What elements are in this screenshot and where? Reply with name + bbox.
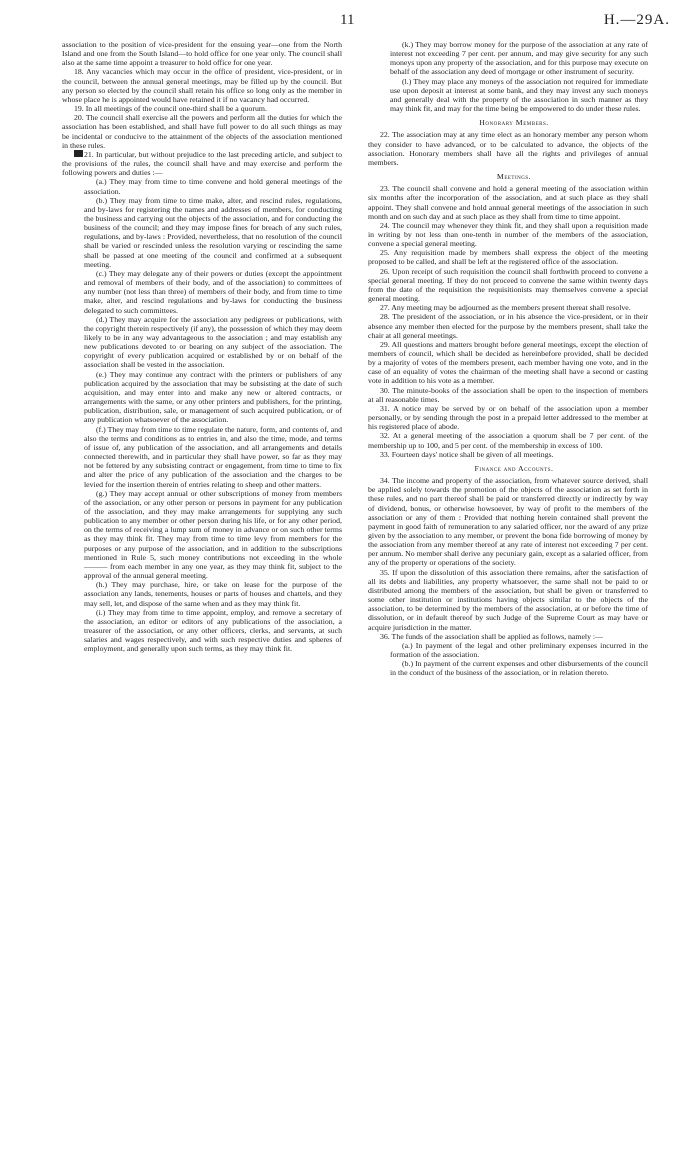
clause-e: (e.) They may continue any contract with the printers or publishers of any publication acquired by the association that may be subsisting at the date of such acquisition, and may enter into and make any new or altered contracts, or arrangements with the same, or any other printers and publishers, for the printing, publication, distribution, sale, or management of such acquired publication, or of any publication whatsoever of the association.: [84, 369, 342, 425]
clause-k: (k.) They may borrow money for the purpose of the association at any rate of interest not exceeding 7 per cent. per annum, and may give security for any such moneys upon any property of the association, and for this purpose may execute on behalf of the association any deed of mortgage or other instrument of security.: [390, 40, 648, 77]
clause-36-b: (b.) In payment of the current expenses and other disbursements of the council in the conduct of the business of the association, or in relation thereto.: [390, 659, 648, 678]
rule-21: [62, 150, 342, 177]
rule-31: 31. A notice may be served by or on behalf of the association upon a member personally, or by sending through the post in a prepaid letter addressed to the member at his registered place of abode.: [368, 403, 648, 432]
rule-35: 35. If upon the dissolution of this association there remains, after the satisfaction of all its debts and liabilities, any property whatsoever, the same shall not be paid to or distributed among the members of the association, but shall be given or transferred to some other institution or institutions having objects similar to the objects of the association, to be determined by the members of the association, at or before the time of dissolution, or in default thereof by such Judge of the Supreme Court as may have or acquire jurisdiction in the matter.: [368, 567, 648, 632]
rule-24: 24. The council may whenever they think fit, and they shall upon a requisition made in writing by not less than one-tenth in number of the members of the association, convene a special general meeting.: [368, 220, 648, 249]
clause-l: (l.) They may place any moneys of the association not required for immediate use upon deposit at interest at some bank, and they may invest any such moneys and generally deal with the property of the association in such manner as they may think fit, and may for the time being be empowered to do under these rules.: [390, 76, 648, 114]
left-column: [62, 40, 342, 653]
clause-g: (g.) They may accept annual or other subscriptions of money from members of the association, or any other person or persons in payment for any publication of the association, and they may make arrangements for supplying any such publication to any member or other person during his life, or for any other period, on the terms of receiving a lump sum of money in advance or on such other terms as they may think fit. They may from time to time levy from members for the purposes or any purpose of the association, and in addition to the subscriptions mentioned in Rule 5, such money contributions not exceeding in the whole ——— from each member in any one year, as they may think fit, subject to the approval of the annual general meeting.: [84, 488, 342, 581]
rule-32: 32. At a general meeting of the association a quorum shall be 7 per cent. of the membership up to 100, and 5 per cent. of the membership in excess of 100.: [368, 431, 648, 450]
rule-27: 27. Any meeting may be adjourned as the members present thereat shall resolve.: [380, 303, 631, 313]
page-number: 11: [340, 12, 355, 28]
clause-d: (d.) They may acquire for the association any pedigrees or publications, with the copyright therein respectively (if any), the possession of which they may deem likely to be in any way advantageous to the association ; and may establish any new publications devoted to or bearing on any subject of the association. The copyright of every publication acquired or established by or on behalf of the association shall be vested in the association.: [84, 314, 342, 370]
rule-19: 19. In all meetings of the council one-third shall be a quorum.: [74, 104, 267, 114]
rule-34: 34. The income and property of the association, from whatever source derived, shall be applied solely towards the promotion of the objects of the association as set forth in these rules, and no part thereof shall be paid or transferred directly or indirectly by way of dividend, bonus, or otherwise howsoever, by way of profit to the members of the association or any of them : Provided that nothing herein contained shall prevent the payment in good faith of remuneration to any salaried officer, nor the award of any prize given by the association to any member, or prevent the bona fide borrowing of money by the association from any member thereof at any rate of interest not exceeding 7 per cent. per annum. No member shall derive any pecuniary gain, except as a salaried officer, from any of the property or operations of the society.: [368, 476, 648, 568]
rule-36: 36. The funds of the association shall be applied as follows, namely :—: [380, 631, 603, 641]
clause-36-a: (a.) In payment of the legal and other preliminary expenses incurred in the formation of the association.: [390, 640, 648, 659]
clause-h: (h.) They may purchase, hire, or take on lease for the purpose of the association any lands, tenements, houses or parts of houses and chattels, and they may sell, let, and dispose of the same when and as they may think fit.: [84, 580, 342, 608]
clause-i: (i.) They may from time to time appoint, employ, and remove a secretary of the association, an editor or editors of any publications of the association, a treasurer of the association, or any other officers, clerks, and servants, at such salaries and wages respectively, and with such respective duties and spheres of employment, and generally upon such terms, as they may think fit.: [84, 607, 342, 654]
section-heading-honorary-members: Honorary Members.: [479, 118, 549, 128]
section-heading-finance: Finance and Accounts.: [474, 463, 554, 473]
clause-f: (f.) They may from time to time regulate the nature, form, and contents of, and also the terms and conditions as to entries in, and also the time, mode, and terms of issue of, any publication of the association, and all arrangements and details connected therewith, and in particular they shall have power, so far as they may not be fettered by any subsisting contract or engagement, from time to time to fix and alter the price of any publication of the association and the charges to be levied for the insertion therein of entries relating to sheep and other matters.: [84, 424, 342, 489]
rule-29: 29. All questions and matters brought before general meetings, except the election of members of council, which shall be decided as hereinbefore provided, shall be decided by a majority of votes of the members present, each member having one vote, and in the case of an equality of votes the chairman of the meeting shall have a second or casting vote in addition to his vote as a member.: [368, 339, 648, 386]
clause-a: (a.) They may from time to time convene and hold general meetings of the association.: [84, 177, 342, 196]
page-header: [0, 12, 700, 32]
rule-28: 28. The president of the association, or in his absence the vice-president, or in their absence any member then elected for the purpose by the members present, shall take the chair at all general meetings.: [368, 312, 648, 340]
rule-30: 30. The minute-books of the association shall be open to the inspection of members at all reasonable times.: [368, 385, 648, 404]
rule-33: 33. Fourteen days' notice shall be given of all meetings.: [380, 449, 554, 459]
document-reference: H.—29A.: [603, 12, 670, 28]
rule-18: 18. Any vacancies which may occur in the office of president, vice-president, or in the council, between the annual general meetings, may be filled up by the council. But any person so elected by the council shall retain his office so long only as the member in whose place he is appointed would have retained it if no vacancy had occurred.: [62, 67, 342, 104]
rule-23: 23. The council shall convene and hold a general meeting of the association within six months after the incorporation of the association, and at such place as they shall appoint. They shall convene and hold annual general meetings of the association in such month and on such day and at such place as they shall from time to time appoint.: [368, 184, 648, 221]
margin-mark-icon: [74, 150, 83, 157]
clause-c: (c.) They may delegate any of their powers or duties (except the appointment and removal of members of their body, and of the association) to committees of any number (not less than three) of members of their body, and from time to time make, alter, and rescind regulations and by-laws for conducting the business delegated to such committees.: [84, 268, 342, 315]
right-column: [368, 40, 648, 677]
rule-21-text: 21. In particular, but without prejudice to the last preceding article, and subject to the provisions of the rules, the council shall have and may exercise and perform the following powers and duties :—: [62, 149, 342, 178]
rule-22: 22. The association may at any time elect as an honorary member any person whom they consider to have advanced, or to be calculated to advance, the objects of the association. Honorary members shall have all the rights and privileges of annual members.: [368, 130, 648, 167]
rule-26: 26. Upon receipt of such requisition the council shall forthwith proceed to convene a special general meeting. If they do not proceed to convene the same within twenty days from the date of the requisition the requisitionists may themselves convene a special general meeting.: [368, 266, 648, 304]
rule-25: 25. Any requisition made by members shall express the object of the meeting proposed to be called, and shall be left at the registered office of the association.: [368, 248, 648, 267]
clause-b: (b.) They may from time to time make, alter, and rescind rules, regulations, and by-laws for registering the names and addresses of members, for conducting the business and carrying out the objects of the association, and for conducting the business of the council; and they may impose fines for breach of any such rules, regulations, and by-laws : Provided, nevertheless, that no resolution of the council shall be varied or rescinded unless the resolution varying or rescinding the same shall be passed at one meeting of the council and confirmed at a subsequent meeting.: [84, 195, 342, 269]
section-heading-meetings: Meetings.: [496, 172, 532, 182]
rule-17-continued: association to the position of vice-president for the ensuing year—one from the North Island and one from the South Island—to hold office for one year only. The council shall also at the same time appoint a treasurer to hold office for one year.: [62, 40, 342, 68]
rule-20: 20. The council shall exercise all the powers and perform all the duties for which the association has been established, and shall have full power to do all such things as may be incidental or conducive to the attainment of the objects of the association mentioned in these rules.: [62, 113, 342, 150]
